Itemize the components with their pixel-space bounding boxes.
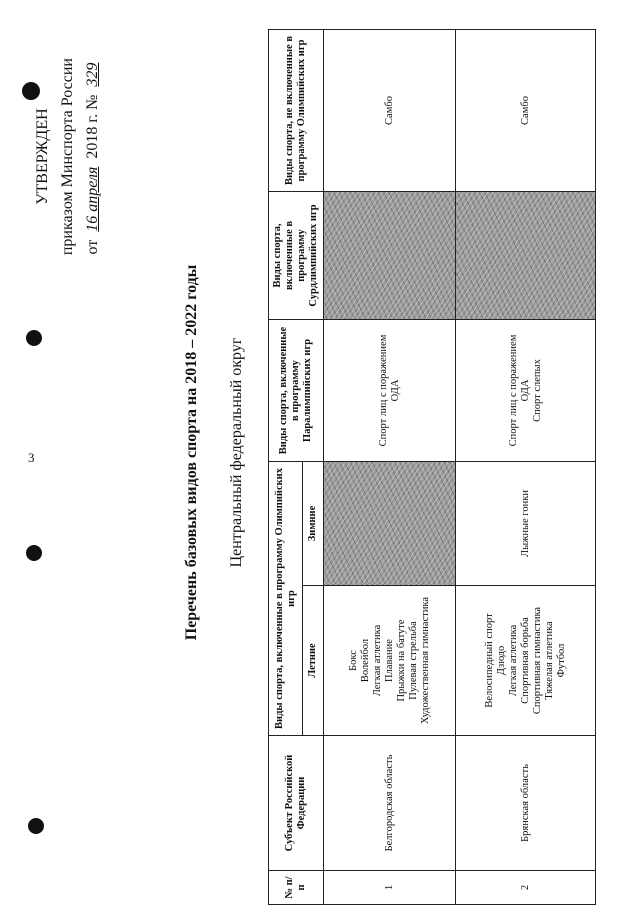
sport-item: Спортивная гимнастика xyxy=(531,606,543,715)
approval-line2 xyxy=(80,58,105,255)
cell-paralympic xyxy=(456,320,596,462)
sport-item: Прыжки на батуте xyxy=(395,619,407,702)
table-row xyxy=(324,30,456,905)
cell-winter-shaded xyxy=(324,462,456,586)
table-row xyxy=(456,30,596,905)
cell-non-olympic: Самбо xyxy=(324,30,456,192)
cell-deaflympic-shaded xyxy=(324,192,456,320)
sport-item: Спорт лиц с поражением ОДА xyxy=(377,334,401,447)
sport-item: Футбол xyxy=(555,643,567,678)
approval-line1: приказом Минспорта России xyxy=(59,58,76,256)
page-number: 3 xyxy=(28,450,35,465)
approval-block xyxy=(30,58,105,255)
sport-item: Легкая атлетика xyxy=(371,624,383,697)
approval-date-handwritten: 16 апреля xyxy=(84,166,101,232)
approval-title: УТВЕРЖДЕН xyxy=(34,108,51,205)
header-summer: Летние xyxy=(303,586,324,736)
sport-item: Легкая атлетика xyxy=(507,624,519,697)
sport-item: Бокс xyxy=(347,650,359,671)
cell-summer xyxy=(324,586,456,736)
header-winter: Зимние xyxy=(303,462,324,586)
sport-item: Велосипедный спорт xyxy=(483,613,495,708)
cell-non-olympic: Самбо xyxy=(456,30,596,192)
cell-winter: Лыжные гонки xyxy=(456,462,596,586)
cell-paralympic xyxy=(324,320,456,462)
header-deaflympic: Виды спорта, включенные в программу Сурдлимпийских игр xyxy=(269,192,324,320)
cell-num: 2 xyxy=(456,871,596,905)
sport-item: Волейбол xyxy=(359,638,371,683)
sport-item: Спортивная борьба xyxy=(519,617,531,704)
cell-subject: Белгородская область xyxy=(324,736,456,871)
sport-item: Спорт слепых xyxy=(531,359,543,422)
sport-item: Пулевая стрельба xyxy=(407,621,419,700)
sport-item: Художественная гимнастика xyxy=(419,596,431,725)
district-title: Центральный федеральный округ xyxy=(228,337,245,568)
sport-item: Плавание xyxy=(383,639,395,682)
cell-num: 1 xyxy=(324,871,456,905)
sport-item: Тяжелая атлетика xyxy=(543,621,555,700)
sport-item: Дзюдо xyxy=(495,645,507,676)
header-subject: Субъект Российской Федерации xyxy=(269,736,324,871)
header-num: № п/п xyxy=(269,871,324,905)
header-non-olympic: Виды спорта, не включенные в программу Олимпийских игр xyxy=(269,30,324,192)
sports-table xyxy=(268,29,596,905)
cell-summer xyxy=(456,586,596,736)
document-title: Перечень базовых видов спорта на 2018 – 2022 годы xyxy=(183,264,200,641)
header-paralympic: Виды спорта, включенные в программу Паралимпийских игр xyxy=(269,320,324,462)
header-row-1 xyxy=(269,30,303,905)
approval-number-handwritten: 329 xyxy=(84,62,101,87)
cell-subject: Брянская область xyxy=(456,736,596,871)
header-olympic: Виды спорта, включенные в программу Олимпийских игр xyxy=(269,462,303,736)
sport-item: Спорт лиц с поражением ОДА xyxy=(507,334,531,447)
approval-year: 2018 г. № xyxy=(84,94,101,159)
approval-from: от xyxy=(84,239,101,255)
cell-deaflympic-shaded xyxy=(456,192,596,320)
